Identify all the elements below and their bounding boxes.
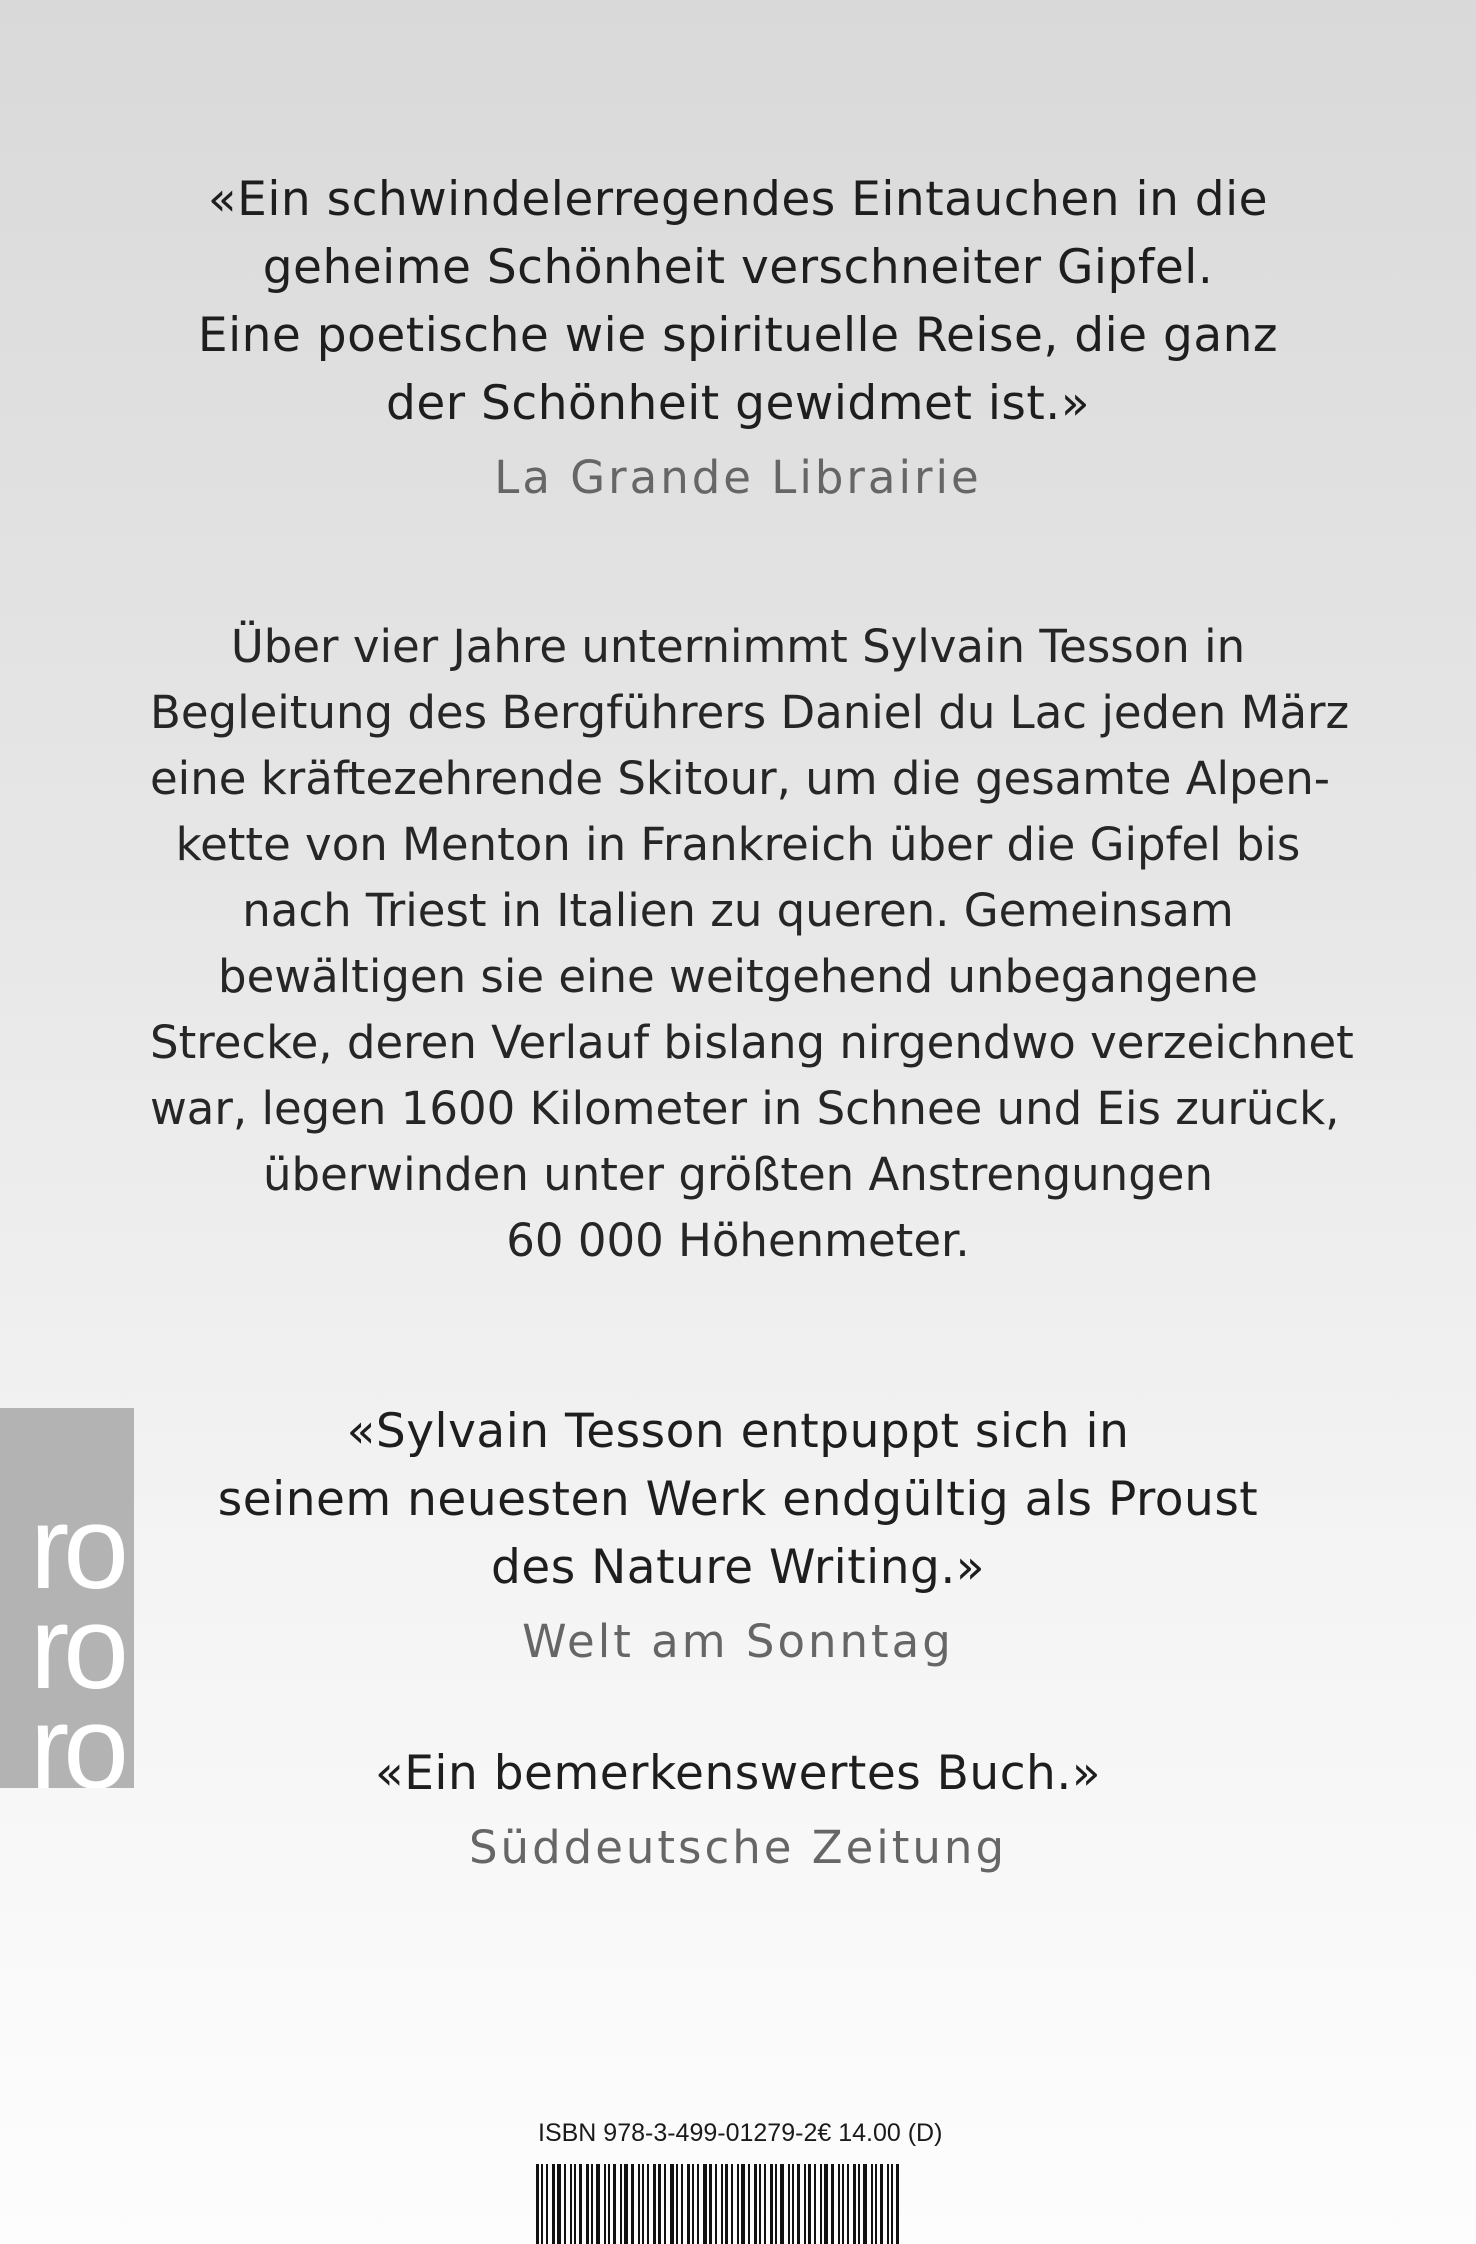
barcode-bar (564, 2164, 566, 2244)
barcode-bar (541, 2164, 543, 2244)
barcode-bar (814, 2164, 816, 2244)
barcode-bar (681, 2164, 683, 2244)
barcode-bar (557, 2164, 561, 2244)
barcode-bar (725, 2164, 728, 2244)
barcode-bar (608, 2164, 610, 2244)
barcode-bar (574, 2164, 576, 2244)
description-line: Über vier Jahre unternimmt Sylvain Tesson in (230, 620, 1246, 673)
book-description (150, 614, 1354, 1274)
barcode-bar (647, 2164, 649, 2244)
barcode-bar (552, 2164, 555, 2244)
description-line: nach Triest in Italien zu queren. Gemeinsam (242, 884, 1234, 937)
barcode-bar (715, 2164, 717, 2244)
description-line: überwinden unter größten Anstrengungen (263, 1148, 1213, 1201)
quote-line: des Nature Writing.» (490, 1540, 986, 1595)
quote-welt-am-sonntag (150, 1398, 1326, 1676)
barcode-bar (664, 2164, 666, 2244)
description-line: eine kräftezehrende Skitour, um die gesamte Alpen- (150, 752, 1330, 805)
barcode-icon (536, 2164, 936, 2244)
barcode-bar (748, 2164, 750, 2244)
barcode-bar (709, 2164, 712, 2244)
quote-source: Süddeutsche Zeitung (468, 1821, 1008, 1874)
barcode-bar (808, 2164, 811, 2244)
price-label: € 14.00 (D) (817, 2119, 943, 2147)
barcode-bar (804, 2164, 806, 2244)
barcode-bar (891, 2164, 893, 2244)
barcode-bar (620, 2164, 622, 2244)
logo-row: ro (30, 1482, 123, 1614)
barcode-bar (792, 2164, 794, 2244)
barcode-bar (847, 2164, 849, 2244)
rororo-logo (0, 1408, 134, 1788)
barcode-bar (596, 2164, 600, 2244)
barcode-bar (546, 2164, 548, 2244)
barcode-bar (570, 2164, 572, 2244)
barcode-bar (697, 2164, 699, 2244)
barcode-bar (536, 2164, 539, 2244)
barcode-bar (824, 2164, 828, 2244)
barcode-bar (871, 2164, 873, 2244)
barcode-bar (591, 2164, 593, 2244)
barcode-bar (638, 2164, 640, 2244)
quote-line: seinem neuesten Werk endgültig als Proust (217, 1472, 1259, 1527)
barcode-bar (687, 2164, 690, 2244)
barcode-bar (880, 2164, 883, 2244)
quote-line: der Schönheit gewidmet ist.» (386, 376, 1090, 431)
barcode-bar (780, 2164, 784, 2244)
barcode-bar (775, 2164, 777, 2244)
barcode-bar (676, 2164, 678, 2244)
barcode-bar (754, 2164, 757, 2244)
description-line: bewältigen sie eine weitgehend unbegangene (218, 950, 1258, 1003)
description-line: 60 000 Höhenmeter. (506, 1214, 970, 1267)
barcode-bar (788, 2164, 790, 2244)
description-line: kette von Menton in Frankreich über die Gipfel bis (175, 818, 1301, 871)
quote-line: «Ein schwindelerregendes Eintauchen in die (207, 172, 1269, 227)
barcode-bar (670, 2164, 674, 2244)
quote-line: «Sylvain Tesson entpuppt sich in (346, 1404, 1130, 1459)
barcode-bar (642, 2164, 644, 2244)
isbn-number: ISBN 978-3-499-01279-2 (538, 2119, 818, 2147)
barcode-block (536, 2116, 943, 2244)
barcode-bar (658, 2164, 661, 2244)
logo-row: ro (30, 1582, 123, 1714)
barcode-bar (692, 2164, 694, 2244)
barcode-bar (887, 2164, 889, 2244)
barcode-bar (731, 2164, 733, 2244)
barcode-bar (863, 2164, 867, 2244)
description-line: war, legen 1600 Kilometer in Schnee und Eis zurück, (150, 1082, 1340, 1135)
barcode-bar (741, 2164, 745, 2244)
barcode-bar (875, 2164, 877, 2244)
quote-line: geheime Schönheit verschneiter Gipfel. (262, 240, 1214, 295)
barcode-bar (797, 2164, 800, 2244)
quote-sueddeutsche-zeitung (150, 1740, 1326, 1882)
barcode-bar (586, 2164, 589, 2244)
barcode-bar (838, 2164, 840, 2244)
barcode-bar (604, 2164, 606, 2244)
barcode-bar (721, 2164, 723, 2244)
barcode-bar (842, 2164, 844, 2244)
isbn-price-line (536, 2116, 943, 2150)
barcode-bar (613, 2164, 616, 2244)
barcode-bar (896, 2164, 899, 2244)
logo-row: ro (30, 1682, 123, 1788)
barcode-bar (770, 2164, 773, 2244)
barcode-bar (764, 2164, 766, 2244)
barcode-bar (579, 2164, 582, 2244)
quote-la-grande-librairie (150, 166, 1326, 512)
barcode-bar (759, 2164, 761, 2244)
barcode-bar (737, 2164, 739, 2244)
barcode-bar (853, 2164, 856, 2244)
quote-line: Eine poetische wie spirituelle Reise, die ganz (197, 308, 1279, 363)
description-line: Begleitung des Bergführers Daniel du Lac jeden März (150, 686, 1350, 739)
barcode-bar (703, 2164, 707, 2244)
quote-line: «Ein bemerkenswertes Buch.» (374, 1746, 1102, 1801)
barcode-bar (631, 2164, 634, 2244)
barcode-bar (653, 2164, 656, 2244)
description-line: Strecke, deren Verlauf bislang nirgendwo verzeichnet (150, 1016, 1354, 1069)
barcode-bar (624, 2164, 628, 2244)
barcode-bar (820, 2164, 822, 2244)
quote-source: Welt am Sonntag (522, 1615, 954, 1668)
barcode-bar (858, 2164, 860, 2244)
quote-source: La Grande Librairie (494, 451, 982, 504)
barcode-bar (831, 2164, 834, 2244)
